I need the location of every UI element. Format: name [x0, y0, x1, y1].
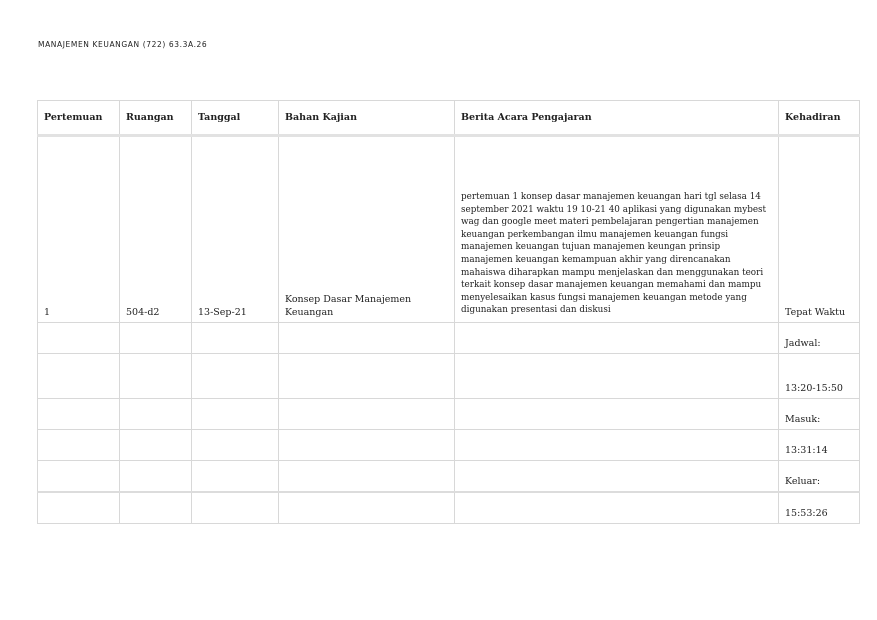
table-row	[38, 492, 860, 524]
table-row	[38, 136, 860, 323]
table-row	[38, 461, 860, 493]
empty-cell	[192, 323, 279, 354]
empty-cell	[120, 399, 192, 430]
empty-cell	[38, 430, 120, 461]
empty-cell	[279, 430, 455, 461]
empty-cell	[455, 430, 779, 461]
empty-cell	[279, 492, 455, 524]
cell-ruangan: 504-d2	[120, 136, 192, 323]
empty-cell	[192, 492, 279, 524]
keluar-label: Keluar:	[779, 461, 860, 493]
header-kehadiran: Kehadiran	[779, 101, 860, 136]
header-ruangan: Ruangan	[120, 101, 192, 136]
empty-cell	[455, 323, 779, 354]
empty-cell	[455, 461, 779, 493]
empty-cell	[38, 461, 120, 493]
empty-cell	[38, 492, 120, 524]
empty-cell	[279, 461, 455, 493]
cell-kehadiran: Tepat Waktu	[779, 136, 860, 323]
table-header-row	[38, 101, 860, 136]
keluar-value: 15:53:26	[779, 492, 860, 524]
empty-cell	[279, 399, 455, 430]
empty-cell	[38, 323, 120, 354]
table-row	[38, 323, 860, 354]
empty-cell	[120, 492, 192, 524]
jadwal-label: Jadwal:	[779, 323, 860, 354]
document-title: MANAJEMEN KEUANGAN (722) 63.3A.26	[38, 40, 208, 49]
empty-cell	[455, 354, 779, 399]
empty-cell	[192, 399, 279, 430]
table-row	[38, 430, 860, 461]
header-pertemuan: Pertemuan	[38, 101, 120, 136]
empty-cell	[455, 492, 779, 524]
empty-cell	[38, 354, 120, 399]
cell-pertemuan: 1	[38, 136, 120, 323]
empty-cell	[279, 323, 455, 354]
header-tanggal: Tanggal	[192, 101, 279, 136]
cell-bahan-kajian: Konsep Dasar Manajemen Keuangan	[279, 136, 455, 323]
empty-cell	[120, 354, 192, 399]
header-berita-acara: Berita Acara Pengajaran	[455, 101, 779, 136]
empty-cell	[455, 399, 779, 430]
empty-cell	[120, 461, 192, 493]
cell-berita-acara: pertemuan 1 konsep dasar manajemen keuangan hari tgl selasa 14 september 2021 waktu 19 10-21 40 aplikasi yang digunakan mybest wag dan google meet materi pembelajaran pengertian manajemen keuangan perkembangan ilmu manajemen keuangan fungsi manajemen keuangan tujuan manajemen keungan prinsip manajemen keuangan kemampuan akhir yang direncanakan mahaiswa diharapkan mampu menjelaskan dan menggunakan teori terkait konsep dasar manajemen keuangan memahami dan mampu menyelesaikan kasus fungsi manajemen keuangan metode yang digunakan presentasi dan diskusi	[455, 136, 779, 323]
table-row	[38, 354, 860, 399]
empty-cell	[279, 354, 455, 399]
masuk-label: Masuk:	[779, 399, 860, 430]
jadwal-value: 13:20-15:50	[779, 354, 860, 399]
empty-cell	[192, 430, 279, 461]
empty-cell	[192, 461, 279, 493]
teaching-record-table	[37, 100, 860, 524]
header-bahan-kajian: Bahan Kajian	[279, 101, 455, 136]
cell-tanggal: 13-Sep-21	[192, 136, 279, 323]
empty-cell	[38, 399, 120, 430]
empty-cell	[192, 354, 279, 399]
empty-cell	[120, 323, 192, 354]
table-row	[38, 399, 860, 430]
masuk-value: 13:31:14	[779, 430, 860, 461]
empty-cell	[120, 430, 192, 461]
